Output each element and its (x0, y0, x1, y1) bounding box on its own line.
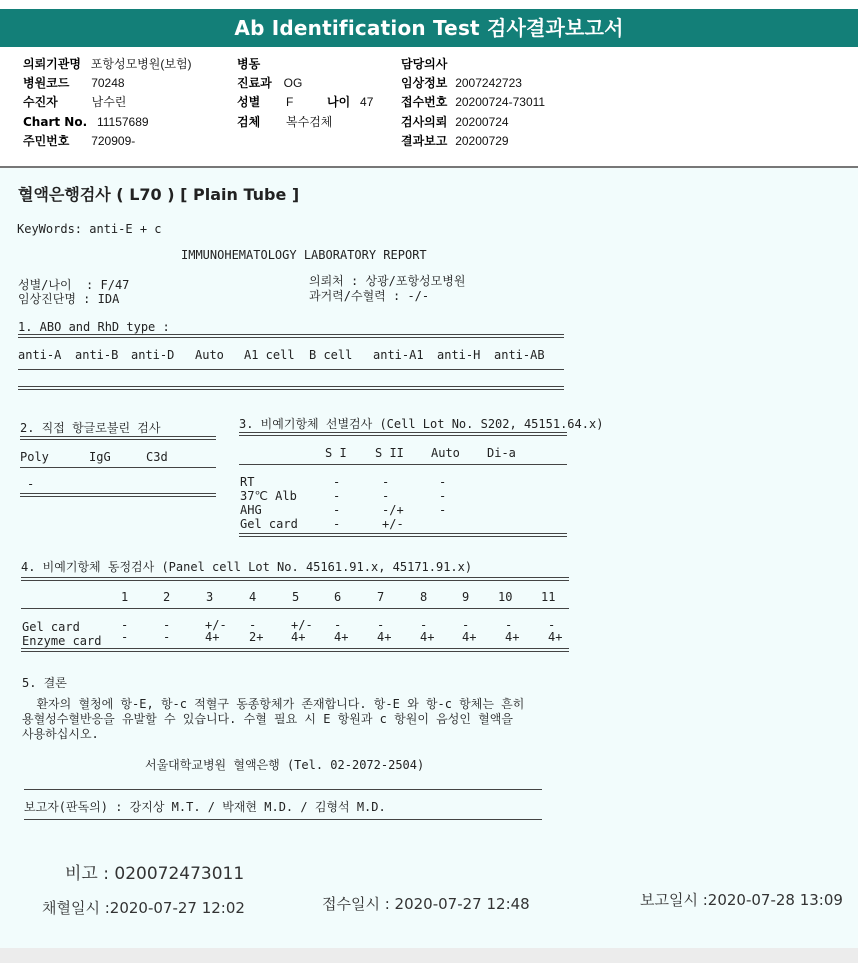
panel-cell: 4+ (291, 630, 306, 644)
panel-row-label: Enzyme card (22, 634, 102, 648)
panel-title: 4. 비예기항체 동정검사 (Panel cell Lot No. 45161.91.x, 45171.91.x) (21, 560, 473, 574)
abo-header-anti-ab: anti-AB (494, 348, 545, 362)
screen-cell: - (333, 517, 341, 531)
panel-cell: - (548, 618, 556, 632)
field-value: 복수검체 (286, 115, 333, 129)
field-resident-no (23, 132, 135, 150)
field-value: 포항성모병원(보험) (90, 57, 192, 71)
received-datetime: 접수일시 : 2020-07-27 12:48 (322, 895, 530, 913)
panel-cell: 2+ (249, 630, 264, 644)
panel-cell: - (121, 630, 129, 644)
panel-header: 3 (206, 590, 214, 604)
conclusion-line: 사용하십시오. (22, 727, 99, 741)
screen-header-s2: S II (375, 446, 404, 460)
field-specimen (237, 113, 332, 131)
field-hospital-code (23, 74, 125, 92)
single-rule (24, 789, 542, 790)
patient-header (0, 47, 858, 165)
field-label: 담당의사 (401, 57, 448, 71)
report-body (0, 168, 858, 948)
double-rule (21, 648, 569, 652)
field-value: 20200724-73011 (455, 95, 546, 109)
field-value: OG (283, 76, 303, 90)
sex-age: 성별/나이 : F/47 (18, 278, 130, 292)
panel-cell: 4+ (462, 630, 477, 644)
field-requesting-institution (23, 55, 192, 73)
panel-cell: 4+ (377, 630, 392, 644)
field-label: 검사의뢰 (401, 115, 448, 129)
field-label: 주민번호 (23, 134, 70, 148)
bottom-bar (0, 948, 858, 963)
abo-header-b-cell: B cell (309, 348, 353, 362)
field-receipt-no (401, 93, 545, 111)
screen-row-label: Gel card (240, 517, 298, 531)
panel-cell: - (505, 618, 513, 632)
field-clinical-info (401, 74, 522, 92)
field-request-date (401, 113, 509, 131)
screen-header-s1: S I (325, 446, 347, 460)
panel-cell: - (377, 618, 385, 632)
double-rule (18, 334, 564, 338)
panel-header: 7 (377, 590, 385, 604)
field-label: 성별 (237, 95, 261, 109)
keywords: KeyWords: anti-E + c (17, 222, 162, 236)
panel-cell: - (163, 618, 171, 632)
panel-cell: 4+ (420, 630, 435, 644)
panel-header: 9 (462, 590, 470, 604)
hospital-blood-bank: 서울대학교병원 혈액은행 (Tel. 02-2072-2504) (145, 758, 425, 772)
field-label: 검체 (237, 115, 261, 129)
field-age (327, 93, 373, 111)
abo-header-anti-a: anti-A (18, 348, 62, 362)
panel-header: 6 (334, 590, 342, 604)
field-value: 720909- (91, 134, 136, 148)
panel-header: 11 (541, 590, 556, 604)
dat-header-poly: Poly (20, 450, 49, 464)
report-title: Ab Identification Test 검사결과보고서 (0, 9, 858, 47)
screen-cell: - (439, 503, 447, 517)
dat-value-poly: - (27, 477, 35, 491)
screen-header-di-a: Di-a (487, 446, 516, 460)
screen-row-label: 37℃ Alb (240, 489, 297, 503)
panel-header: 5 (292, 590, 300, 604)
panel-cell: +/- (205, 618, 227, 632)
reported-datetime: 보고일시 :2020-07-28 13:09 (640, 891, 843, 909)
screen-cell: - (333, 503, 341, 517)
abo-header-a1-cell: A1 cell (244, 348, 295, 362)
screen-cell: - (333, 489, 341, 503)
field-attending-doctor (401, 55, 453, 73)
screen-row-label: RT (240, 475, 255, 489)
conclusion-line: 용혈성수혈반응을 유발할 수 있습니다. 수혈 필요 시 E 항원과 c 항원이 음성인 혈액을 (22, 712, 513, 726)
field-label: 임상정보 (401, 76, 448, 90)
screen-cell: - (382, 489, 390, 503)
panel-cell: - (420, 618, 428, 632)
field-label: 접수번호 (401, 95, 448, 109)
panel-cell: 4+ (548, 630, 563, 644)
screen-cell: - (439, 475, 447, 489)
field-value: 11157689 (96, 115, 149, 129)
screen-header-auto: Auto (431, 446, 460, 460)
screen-cell: - (382, 475, 390, 489)
panel-header: 2 (163, 590, 171, 604)
abo-header-anti-a1: anti-A1 (373, 348, 424, 362)
single-rule (18, 369, 564, 370)
field-value: F (286, 95, 294, 109)
field-value: 남수린 (91, 95, 127, 109)
double-rule (20, 436, 216, 440)
collected-datetime: 채혈일시 :2020-07-27 12:02 (42, 899, 245, 917)
field-value: 47 (360, 95, 374, 109)
field-value: 20200724 (455, 115, 509, 129)
single-rule (20, 467, 216, 468)
abo-header-anti-b: anti-B (75, 348, 119, 362)
screen-row-label: AHG (240, 503, 262, 517)
abo-header-anti-d: anti-D (131, 348, 175, 362)
field-label: 진료과 (237, 76, 272, 90)
lab-report-title: IMMUNOHEMATOLOGY LABORATORY REPORT (181, 248, 427, 262)
double-rule (239, 432, 567, 436)
double-rule (20, 493, 216, 497)
reporter: 보고자(판독의) : 강지상 M.T. / 박재현 M.D. / 김형석 M.D. (24, 800, 386, 814)
dat-title: 2. 직접 항글로불린 검사 (20, 421, 161, 435)
panel-header: 1 (121, 590, 129, 604)
panel-header: 10 (498, 590, 513, 604)
field-value: 20200729 (455, 134, 509, 148)
panel-cell: 4+ (205, 630, 220, 644)
field-ward (237, 55, 270, 73)
field-label: 수진자 (23, 95, 58, 109)
field-label: 결과보고 (401, 134, 448, 148)
panel-row-label: Gel card (22, 620, 80, 634)
referral: 의뢰처 : 상광/포항성모병원 (309, 274, 466, 288)
field-label: 나이 (327, 95, 351, 109)
panel-cell: - (249, 618, 257, 632)
screen-title: 3. 비예기항체 선별검사 (Cell Lot No. S202, 45151.64.x) (239, 417, 604, 431)
field-patient-name (23, 93, 126, 111)
field-chart-no (23, 113, 149, 131)
field-value: 70248 (91, 76, 125, 90)
field-label: 의뢰기관명 (23, 57, 81, 71)
single-rule (24, 819, 542, 820)
transfusion-history: 과거력/수혈력 : -/- (309, 289, 430, 303)
field-department (237, 74, 302, 92)
abo-title: 1. ABO and RhD type : (18, 320, 170, 334)
abo-header-anti-h: anti-H (437, 348, 481, 362)
single-rule (239, 464, 567, 465)
screen-cell: -/+ (382, 503, 404, 517)
field-report-date (401, 132, 509, 150)
panel-header: 8 (420, 590, 428, 604)
panel-cell: +/- (291, 618, 313, 632)
field-label: 병원코드 (23, 76, 70, 90)
field-label: Chart No. (23, 115, 88, 129)
dat-header-igg: IgG (89, 450, 111, 464)
conclusion-title: 5. 결론 (22, 676, 67, 690)
panel-cell: - (163, 630, 171, 644)
single-rule (21, 608, 569, 609)
remark: 비고 : 020072473011 (65, 864, 245, 884)
conclusion-line: 환자의 혈청에 항-E, 항-c 적혈구 동종항체가 존재합니다. 항-E 와 항-c 항체는 흔히 (22, 697, 525, 711)
screen-cell: - (439, 489, 447, 503)
clinical-diagnosis: 임상진단명 : IDA (18, 292, 120, 306)
panel-header: 4 (249, 590, 257, 604)
section-title: 혈액은행검사 ( L70 ) [ Plain Tube ] (18, 185, 300, 204)
screen-cell: - (333, 475, 341, 489)
panel-cell: 4+ (505, 630, 520, 644)
field-value: 2007242723 (455, 76, 522, 90)
panel-cell: - (462, 618, 470, 632)
abo-header-auto: Auto (195, 348, 224, 362)
panel-cell: - (121, 618, 129, 632)
double-rule (239, 533, 567, 537)
screen-cell: +/- (382, 517, 404, 531)
double-rule (21, 577, 569, 581)
field-label: 병동 (237, 57, 261, 71)
panel-cell: - (334, 618, 342, 632)
panel-cell: 4+ (334, 630, 349, 644)
field-sex (237, 93, 293, 111)
double-rule (18, 386, 564, 390)
dat-header-c3d: C3d (146, 450, 168, 464)
